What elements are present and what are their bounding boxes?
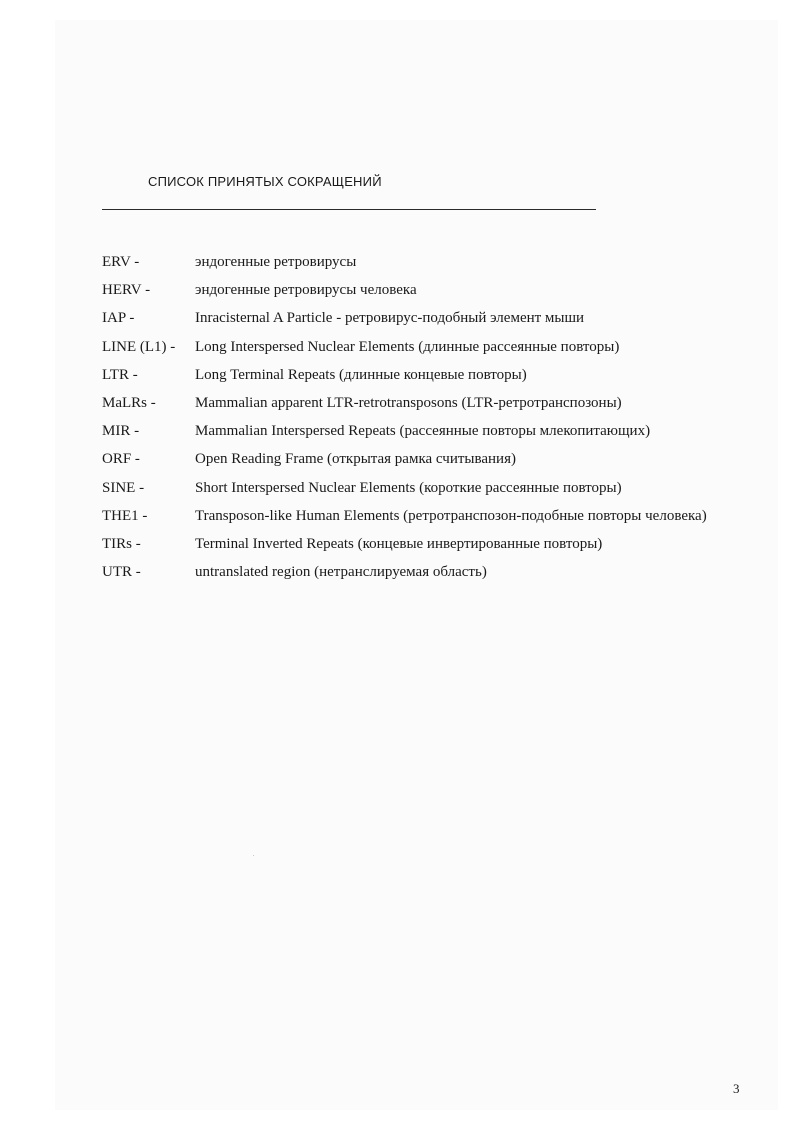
abbreviation-definition: Inracisternal A Particle - ретровирус-подобный элемент мыши (195, 310, 585, 327)
abbreviation-definition: Terminal Inverted Repeats (концевые инвертированные повторы) (195, 535, 603, 552)
abbreviation-term: LINE (L1) - (102, 338, 176, 355)
abbreviation-term: THE1 - (102, 507, 148, 524)
abbreviation-term: TIRs - (102, 535, 141, 552)
abbreviation-term: ERV - (102, 254, 140, 270)
scan-artifact (253, 855, 254, 856)
abbreviation-term: HERV - (102, 282, 151, 299)
abbreviation-definition: Open Reading Frame (открытая рамка считывания) (195, 451, 516, 468)
abbreviation-term: IAP - (102, 310, 135, 327)
page-number: 3 (733, 1081, 740, 1096)
title-underline-divider (102, 209, 596, 210)
abbreviation-definition: Transposon-like Human Elements (ретротранспозон-подобные повторы человека) (195, 507, 707, 524)
abbreviation-definition: эндогенные ретровирусы человека (195, 282, 417, 299)
abbreviation-definition: Long Interspersed Nuclear Elements (длинные рассеянные повторы) (195, 338, 620, 355)
abbreviation-definition: Long Terminal Repeats (длинные концевые повторы) (195, 366, 527, 383)
abbreviation-definition: untranslated region (нетранслируемая область) (195, 564, 487, 581)
abbreviation-definition: Short Interspersed Nuclear Elements (короткие рассеянные повторы) (195, 479, 622, 496)
abbreviation-definition: Mammalian Interspersed Repeats (рассеянные повторы млекопитающих) (195, 423, 651, 440)
abbreviation-term: LTR - (102, 366, 138, 383)
abbreviation-term: MaLRs - (102, 394, 156, 411)
abbreviation-term: SINE - (102, 479, 145, 496)
page-title: СПИСОК ПРИНЯТЫХ СОКРАЩЕНИЙ (148, 174, 382, 189)
abbreviation-definition: Mammalian apparent LTR-retrotransposons (LTR-ретротранспозоны) (195, 394, 622, 411)
abbreviation-term: MIR - (102, 423, 140, 440)
abbreviation-definition: эндогенные ретровирусы (195, 254, 357, 270)
abbreviation-term: UTR - (102, 564, 141, 581)
abbreviation-term: ORF - (102, 451, 140, 468)
